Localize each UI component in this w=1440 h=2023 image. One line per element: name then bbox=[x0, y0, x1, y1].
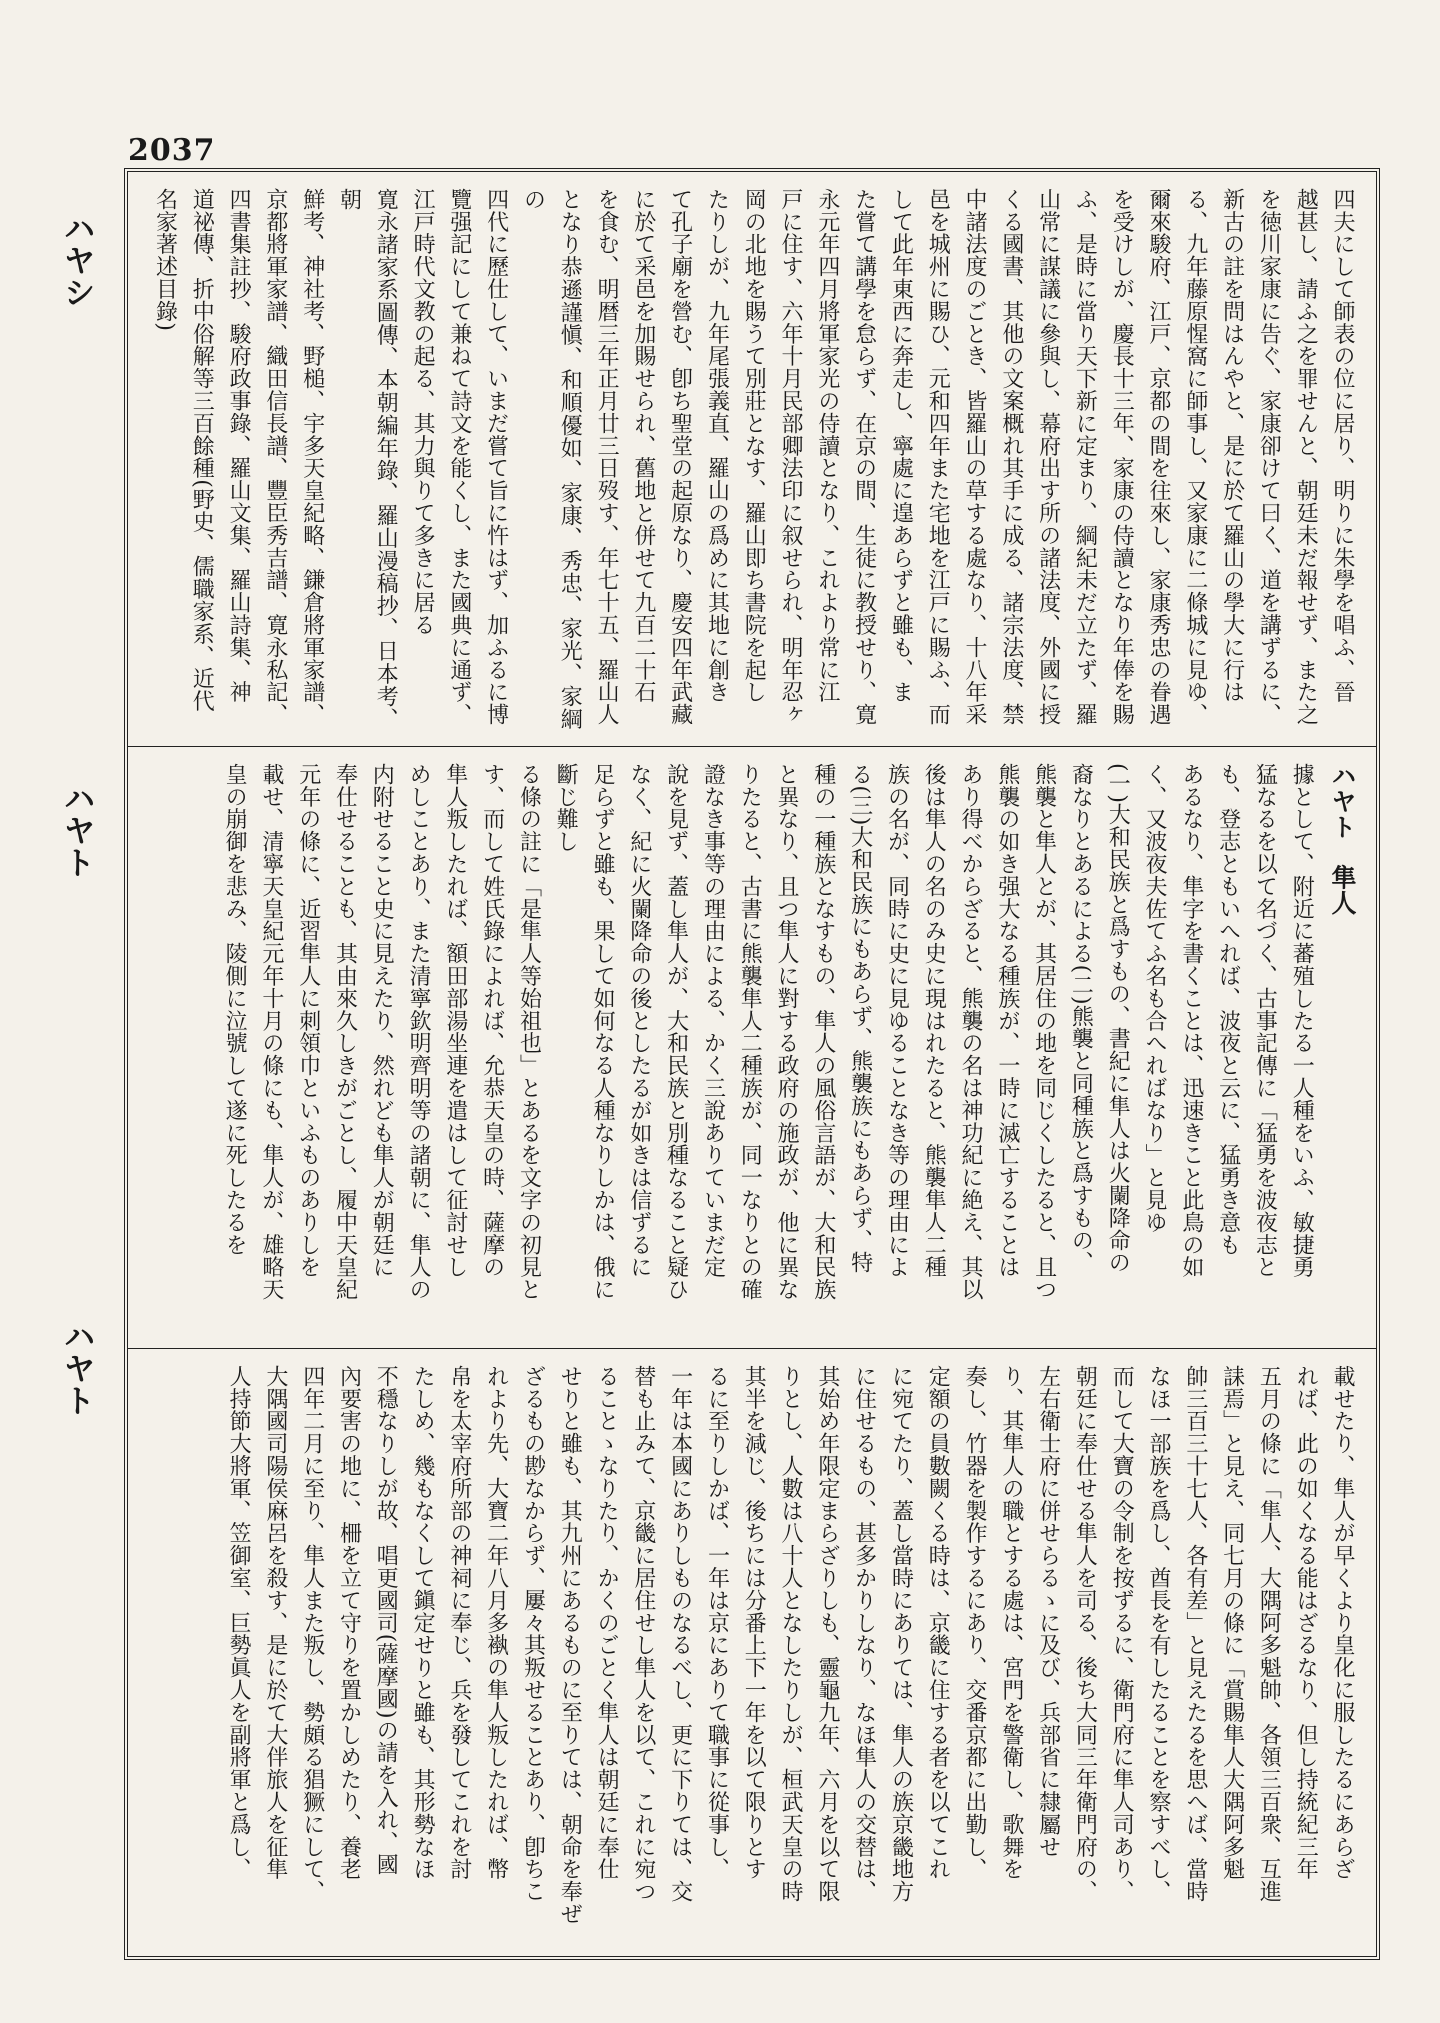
text-line: 奏し、竹器を製作するにあり、交番京都に出勤し、 bbox=[962, 1365, 988, 1881]
text-line: 隼人叛したれば、額田部湯坐連を遣はして征討せし bbox=[442, 763, 468, 1279]
text-line: す、而して姓氏錄によれば、允恭天皇の時、薩摩の bbox=[479, 763, 505, 1279]
text-line: せりと雖も、其九州にあるものに至りては、朝命を奉ぜ bbox=[557, 1365, 583, 1925]
text-line: くる國書、其他の文案概れ其手に成る、諸宗法度、禁 bbox=[998, 188, 1024, 726]
text-line: 據として、附近に蕃殖したる一人種をいふ、敏捷勇 bbox=[1289, 763, 1315, 1279]
text-line: ることゝなりたり、かくのごとく隼人は朝廷に奉仕 bbox=[594, 1365, 620, 1881]
text-line: 內要害の地に、柵を立て守りを置かしめたり、養老 bbox=[336, 1365, 362, 1881]
section-hayashi-continued bbox=[128, 172, 1376, 746]
text-line: たりしが、九年尾張義直、羅山の爲めに其地に創き bbox=[704, 188, 730, 704]
text-line: 爾來駿府、江戸、京都の間を往來し、家康秀忠の眷遇 bbox=[1146, 188, 1172, 726]
text-line: りたると、古書に熊襲隼人二種族が、同一なりとの確 bbox=[737, 763, 763, 1301]
text-line: た嘗て講學を怠らず、在京の間、生徒に教授せり、寛 bbox=[851, 188, 877, 726]
section-2-text bbox=[144, 763, 1360, 1332]
text-line: れば、此の如くなる能はざるなり、但し持統紀三年 bbox=[1293, 1365, 1319, 1881]
text-line: 永元年四月將軍家光の侍讀となり、これより常に江 bbox=[814, 188, 840, 704]
text-line: 人持節大將軍、笠御室、巨勢眞人を副將軍と爲し、 bbox=[226, 1365, 252, 1881]
text-line: 左右衛士府に併せらるゝに及び、兵部省に隸屬せ bbox=[1035, 1365, 1061, 1858]
text-line: たしめ、幾もなくして鎭定せりと雖も、其形勢なほ bbox=[410, 1365, 436, 1881]
text-line: 熊襲と隼人とが、其居住の地を同じくしたると、且つ bbox=[1031, 763, 1057, 1301]
text-line: るに至りしかば、一年は京にありて職事に從事し、 bbox=[704, 1365, 730, 1881]
text-line: を徳川家康に告ぐ、家康卻けて曰く、道を講ずるに、 bbox=[1256, 188, 1282, 726]
text-line: 不穩なりしが故、唱更國司(薩摩國)の請を入れ、國 bbox=[373, 1365, 399, 1876]
running-head-hayato-1: ハヤト bbox=[58, 782, 97, 878]
text-line: 裔なりとあるによる(二)熊襲と同種族と爲すもの、 bbox=[1068, 763, 1094, 1274]
text-line: 替も止みて、京畿に居住せし隼人を以て、これに宛つ bbox=[630, 1365, 656, 1903]
text-line: 京都將軍家譜、織田信長譜、豐臣秀吉譜、寛永私記、 bbox=[262, 188, 288, 726]
text-line: 種の一種族となすもの、隼人の風俗言語が、大和民族 bbox=[810, 763, 836, 1301]
entry-title: ハヤト 隼人 bbox=[1328, 763, 1357, 916]
text-line: 奉仕せることも、其由來久しきがごとし、履中天皇紀 bbox=[332, 763, 358, 1301]
text-line: る、九年藤原惺窩に師事し、又家康に二條城に見ゆ、 bbox=[1182, 188, 1208, 726]
text-line: て孔子廟を營む、卽ち聖堂の起原なり、慶安四年武藏 bbox=[667, 188, 693, 726]
text-line: して此年東西に奔走し、寧處に遑あらずと雖も、ま bbox=[888, 188, 914, 704]
text-line: 帛を太宰府所部の神祠に奉じ、兵を發してこれを討 bbox=[446, 1365, 472, 1881]
text-line: 熊襲の如き强大なる種族が、一時に滅亡することは bbox=[994, 763, 1020, 1279]
text-line: 中諸法度のごとき、皆羅山の草する處なり、十八年采 bbox=[962, 188, 988, 726]
text-line: (一)大和民族と爲すもの、書紀に隼人は火闌降命の bbox=[1105, 763, 1131, 1274]
text-line: 載せたり、隼人が早くより皇化に服したるにあらざ bbox=[1330, 1365, 1355, 1881]
section-1-text bbox=[144, 188, 1360, 730]
text-line: と異なり、且つ隼人に對する政府の施政が、他に異な bbox=[774, 763, 800, 1301]
text-line: に宛てたり、蓋し當時にありては、隼人の族京畿地方 bbox=[888, 1365, 914, 1903]
text-line: 名家著述目錄) bbox=[152, 188, 178, 332]
text-line: 說を見ず、蓋し隼人が、大和民族と別種なること疑ひ bbox=[663, 763, 689, 1301]
page-frame bbox=[124, 168, 1380, 1960]
text-line: る(三)大和民族にもあらず、熊襲族にもあらず、特 bbox=[847, 763, 873, 1274]
text-line: 其半を減じ、後ちには分番上下一年を以て限りとす bbox=[741, 1365, 767, 1881]
text-line: も、登志ともいへれば、波夜と云に、猛勇き意も bbox=[1215, 763, 1241, 1256]
page-number: 2037 bbox=[128, 133, 216, 168]
section-hayato-entry bbox=[128, 746, 1376, 1348]
text-line: に住せるもの、甚多かりしなり、なほ隼人の交替は、 bbox=[851, 1365, 877, 1903]
text-line: 一年は本國にありしものなるべし、更に下りては、交 bbox=[667, 1365, 693, 1903]
text-line: 四書集註抄、駿府政事錄、羅山文集、羅山詩集、神 bbox=[226, 188, 252, 704]
text-line: 道祕傳、折中俗解等三百餘種(野史、儒職家系、近代 bbox=[189, 188, 215, 713]
text-line: 誄焉」と見え、同七月の條に「賞賜隼人大隅阿多魁 bbox=[1219, 1365, 1245, 1881]
text-line: 山常に謀議に參與し、幕府出す所の諸法度、外國に授 bbox=[1035, 188, 1061, 726]
text-line: 證なき事等の理由による、かく三說ありていまだ定 bbox=[700, 763, 726, 1279]
running-head-hayato-2: ハヤト bbox=[58, 1320, 97, 1416]
text-line: 四年二月に至り、隼人また叛し、勢頗る猖獗にして、 bbox=[299, 1365, 325, 1903]
text-line: あるなり、隼字を書くことは、迅速きこと此鳥の如 bbox=[1178, 763, 1204, 1279]
text-line: めしことあり、また清寧欽明齊明等の諸朝に、隼人の bbox=[406, 763, 432, 1301]
running-head-hayashi: ハヤシ bbox=[58, 212, 97, 308]
text-line: 而して大寶の令制を按ずるに、衛門府に隼人司あり、 bbox=[1109, 1365, 1135, 1903]
text-line: を受けしが、慶長十三年、家康の侍讀となり年俸を賜 bbox=[1109, 188, 1135, 726]
text-line: 皇の崩御を悲み、陵側に泣號して遂に死したるを bbox=[222, 763, 248, 1256]
section-hayato-continued bbox=[128, 1348, 1376, 1956]
text-line: 覽强記にして兼ねて詩文を能くし、また國典に通ず、 bbox=[446, 188, 472, 726]
text-line: 五月の條に「隼人、大隅阿多魁帥、各領三百衆、互進 bbox=[1256, 1365, 1282, 1903]
text-line: 江戸時代文教の起る、其力與りて多きに居る bbox=[410, 188, 436, 636]
text-line: 猛なるを以て名づく、古事記傳に「猛勇を波夜志と bbox=[1252, 763, 1278, 1279]
text-line: 載せ、清寧天皇紀元年十月の條にも、隼人が、雄略天 bbox=[258, 763, 284, 1301]
text-line: 元年の條に、近習隼人に刺領巾といふものありしを bbox=[295, 763, 321, 1279]
text-line: 其始め年限定まらざりしも、靈龜九年、六月を以て限 bbox=[814, 1365, 840, 1903]
text-line: となり恭遜謹愼、和順優如、家康、秀忠、家光、家綱の bbox=[520, 188, 583, 730]
text-line: 四夫にして師表の位に居り、明りに朱學を唱ふ、晉 bbox=[1330, 188, 1355, 704]
text-line: なほ一部族を爲し、酋長を有したることを察すべし、 bbox=[1146, 1365, 1172, 1903]
text-line: 新古の註を問はんやと、是に於て羅山の學大に行は bbox=[1219, 188, 1245, 704]
text-line: ざるもの尠なからず、屢々其叛せることあり、卽ちこ bbox=[520, 1365, 546, 1903]
text-line: 越甚し、請ふ之を罪せんと、朝廷未だ報せず、また之 bbox=[1293, 188, 1319, 726]
text-line: 四代に歷仕して、いまだ嘗て旨に忤はず、加ふるに博 bbox=[483, 188, 509, 726]
text-line: り、其隼人の職とする處は、宮門を警衛し、歌舞を bbox=[998, 1365, 1024, 1881]
text-line: 戸に住す、六年十月民部卿法印に叙せられ、明年忍ヶ bbox=[778, 188, 804, 726]
text-line: 朝廷に奉仕せる隼人を司る、後ち大同三年衛門府の、 bbox=[1072, 1365, 1098, 1903]
text-line: あり得べからざると、熊襲の名は神功紀に絶え、其以 bbox=[958, 763, 984, 1301]
text-line: 岡の北地を賜うて別莊となす、羅山即ち書院を起し bbox=[741, 188, 767, 704]
text-line: れより先、大寶二年八月多褹の隼人叛したれば、幣 bbox=[483, 1365, 509, 1881]
text-line: に於て采邑を加賜せられ、舊地と併せて九百二十石 bbox=[630, 188, 656, 704]
text-line: を食む、明暦三年正月廿三日歿す、年七十五、羅山人 bbox=[594, 188, 620, 726]
text-line: ふ、是時に當り天下新に定まり、綱紀未だ立たず、羅 bbox=[1072, 188, 1098, 726]
text-line: 寛永諸家系圖傳、本朝編年錄、羅山漫稿抄、日本考、朝 bbox=[336, 188, 399, 730]
text-line: りとし、人數は八十人となしたりしが、桓武天皇の時 bbox=[778, 1365, 804, 1903]
text-line: く、又波夜夫佐てふ名も合へればなり」と見ゆ bbox=[1142, 763, 1168, 1234]
text-line: なく、紀に火闌降命の後としたるが如きは信ずるに bbox=[626, 763, 652, 1279]
text-line: 族の名が、同時に史に見ゆることなき等の理由によ bbox=[884, 763, 910, 1279]
text-line: 後は隼人の名のみ史に現はれたると、熊襲隼人二種 bbox=[921, 763, 947, 1279]
text-line: 帥三百三十七人、各有差」と見えたるを思へば、當時 bbox=[1182, 1365, 1208, 1903]
text-line: 定額の員數闕くる時は、京畿に住する者を以てこれ bbox=[925, 1365, 951, 1881]
text-line: 大隅國司陽侯麻呂を殺す、是に於て大伴旅人を征隼 bbox=[262, 1365, 288, 1881]
text-line: 邑を城州に賜ひ、元和四年また宅地を江戸に賜ふ、而 bbox=[925, 188, 951, 726]
text-line: 内附せること史に見えたり、然れども隼人が朝廷に bbox=[369, 763, 395, 1279]
text-line: る條の註に「是隼人等始祖也」とあるを文字の初見と bbox=[516, 763, 542, 1301]
section-3-text bbox=[144, 1365, 1360, 1940]
text-line: 足らずと雖も、果して如何なる人種なりしかは、俄に bbox=[590, 763, 616, 1301]
text-line: 斷じ難し bbox=[553, 763, 579, 853]
text-line: 鮮考、神社考、野槌、宇多天皇紀略、鎌倉將軍家譜、 bbox=[299, 188, 325, 726]
